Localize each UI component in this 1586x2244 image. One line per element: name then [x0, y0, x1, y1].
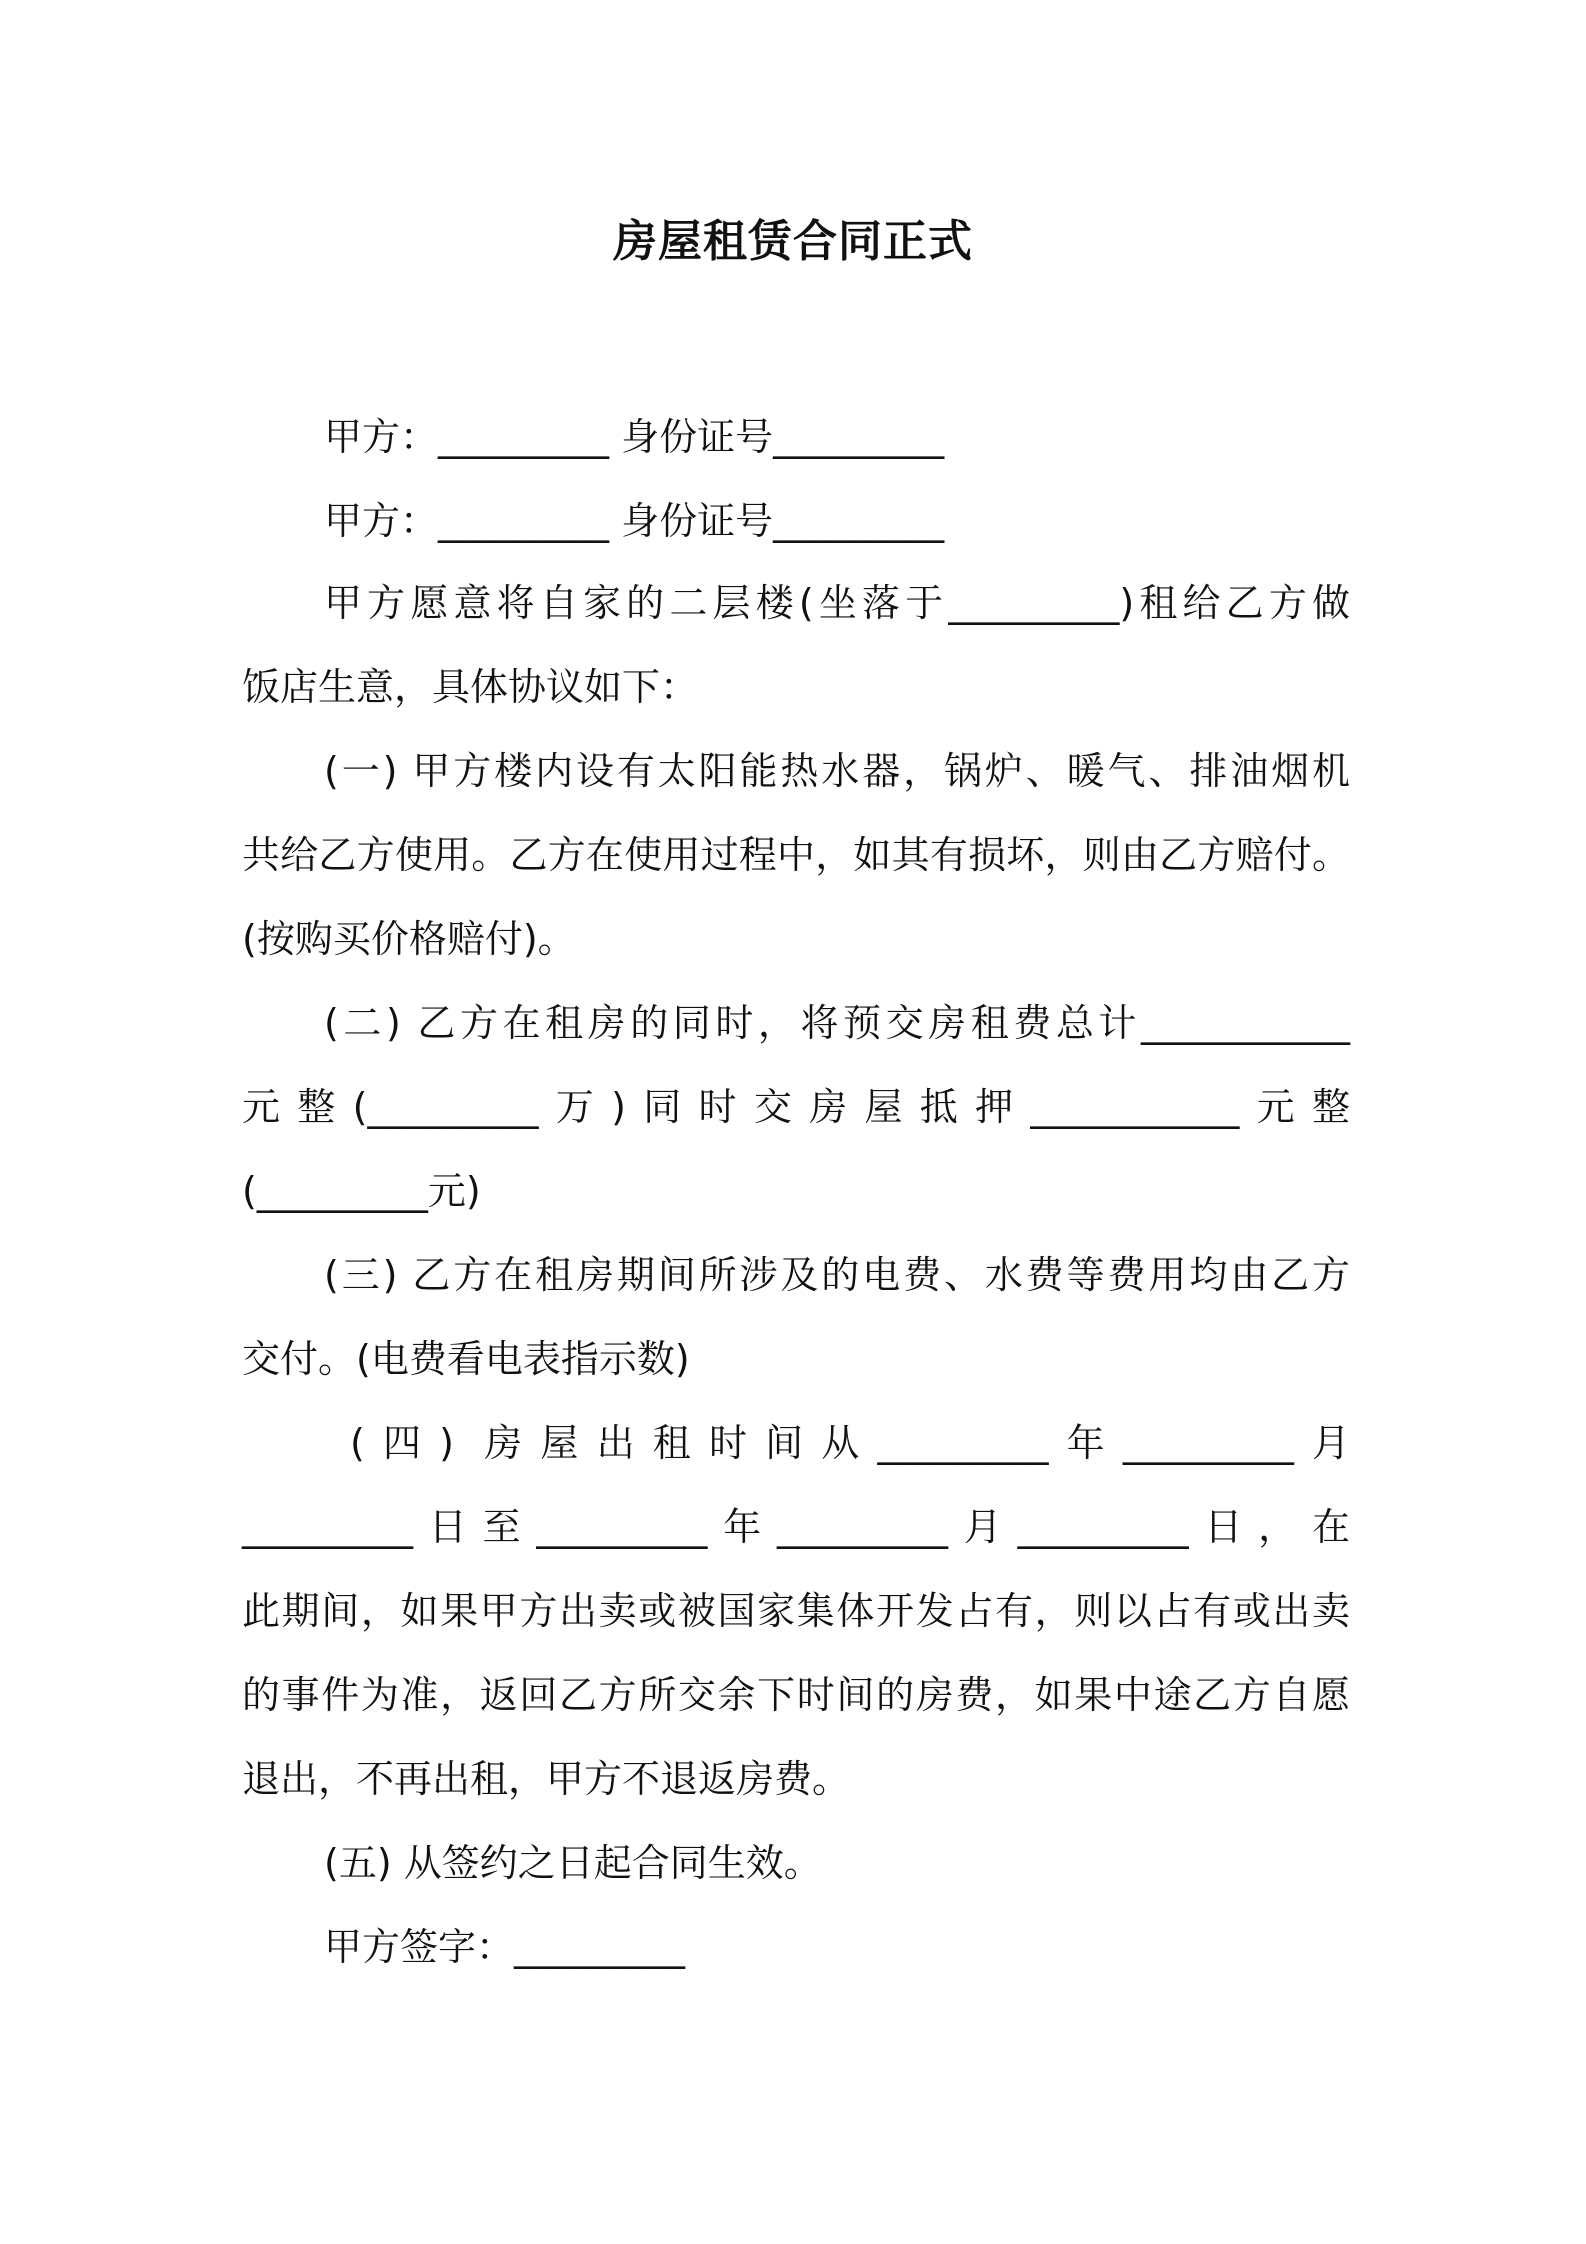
document-title: 房屋租赁合同正式: [613, 216, 973, 267]
party-a-line-2: 甲方：_________ 身份证号_________: [324, 499, 945, 543]
clause-1-line-2: 共给乙方使用。乙方在使用过程中，如其有损坏，则由乙方赔付。: [242, 833, 1350, 877]
signature-line: 甲方签字：_________: [324, 1925, 686, 1969]
party-a-line-1: 甲方：_________ 身份证号_________: [324, 415, 945, 459]
clause-2-line-3: (_________元): [242, 1169, 481, 1213]
clause-4-line-1: (四) 房屋出租时间从_________年_________月: [350, 1421, 1350, 1465]
clause-4-line-5: 退出，不再出租，甲方不退返房费。: [242, 1757, 851, 1801]
clause-4-line-3: 此期间，如果甲方出卖或被国家集体开发占有，则以占有或出卖: [242, 1589, 1350, 1633]
clause-1-line-3: (按购买价格赔付)。: [242, 917, 576, 961]
intro-line-1: 甲方愿意将自家的二层楼(坐落于_________)租给乙方做: [324, 581, 1350, 625]
clause-2-line-1: (二) 乙方在租房的同时，将预交房租费总计___________: [324, 1001, 1350, 1045]
clause-4-line-4: 的事件为准，返回乙方所交余下时间的房费，如果中途乙方自愿: [242, 1673, 1350, 1717]
clause-3-line-1: (三) 乙方在租房期间所涉及的电费、水费等费用均由乙方: [324, 1253, 1350, 1297]
clause-1-line-1: (一) 甲方楼内设有太阳能热水器，锅炉、暖气、排油烟机: [324, 749, 1350, 793]
clause-4-line-2: _________日至_________年_________月_________日，在: [242, 1505, 1350, 1549]
intro-line-2: 饭店生意，具体协议如下：: [242, 665, 699, 709]
clause-2-line-2: 元整(_________万)同时交房屋抵押___________元整: [242, 1085, 1350, 1129]
clause-3-line-2: 交付。(电费看电表指示数): [242, 1337, 690, 1381]
clause-5-line: (五) 从签约之日起合同生效。: [324, 1841, 822, 1885]
